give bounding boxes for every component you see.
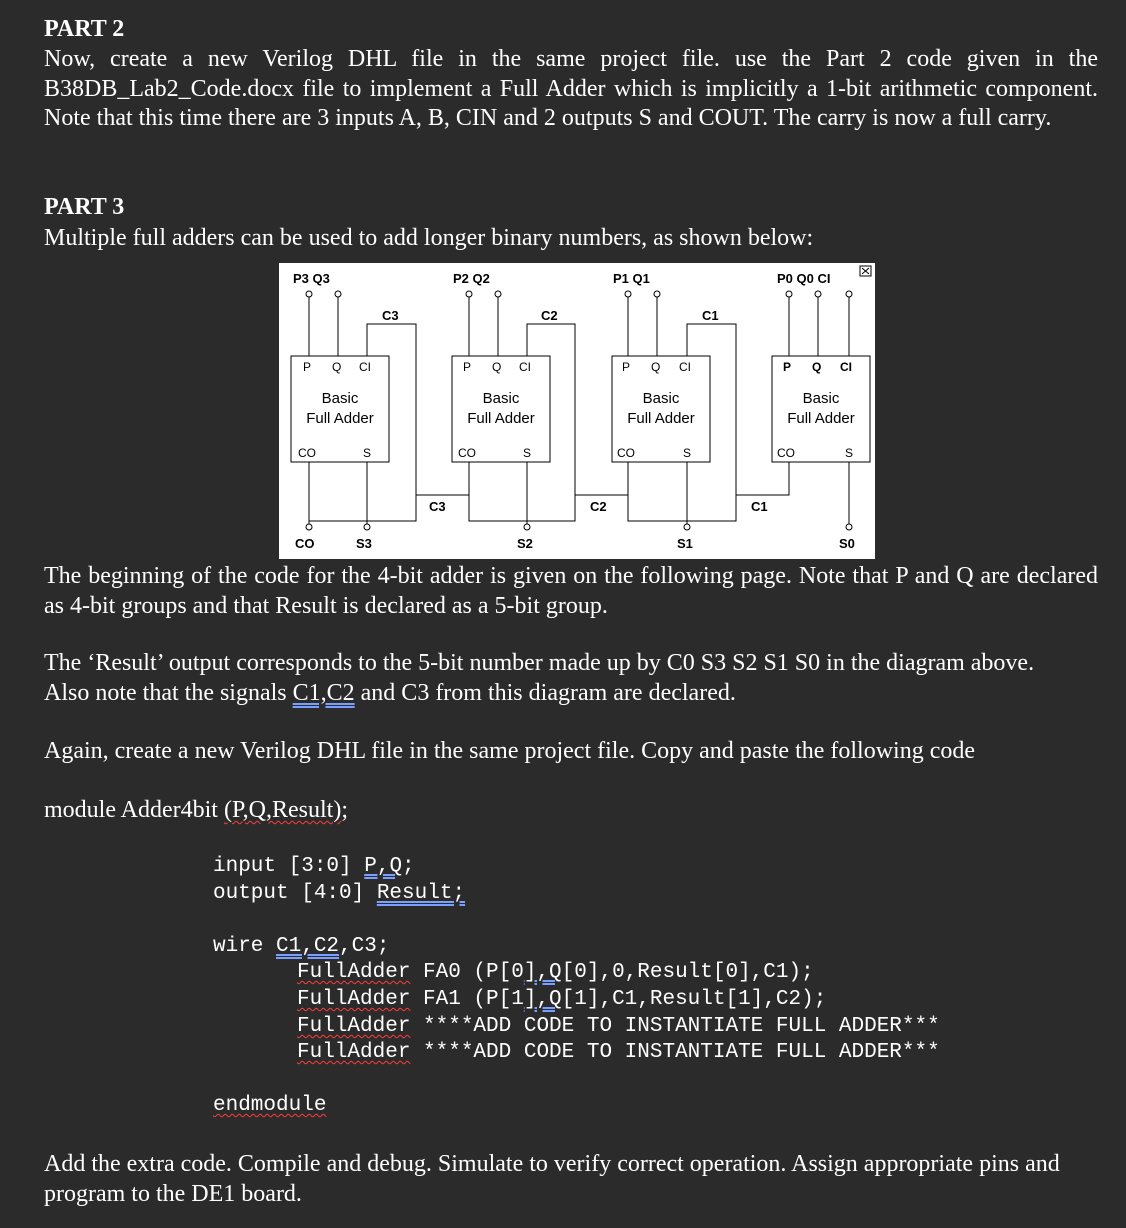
carry-label-c3-top: C3 (382, 308, 399, 323)
svg-text:Full Adder: Full Adder (627, 410, 695, 427)
svg-text:Q: Q (651, 360, 661, 374)
svg-text:P: P (303, 360, 312, 374)
module-declaration: module Adder4bit (P,Q,Result); (44, 797, 348, 823)
output-s1: S1 (677, 536, 693, 551)
code-endmodule: endmodule (213, 1094, 327, 1117)
svg-text:Q: Q (492, 360, 502, 374)
code-wire-line: wire C1,C2,C3; (213, 935, 390, 958)
svg-text:Q: Q (812, 360, 822, 374)
output-co: CO (295, 536, 315, 551)
code-fa1-line: FullAdder FA1 (P[1],Q[1],C1,Result[1],C2); (297, 988, 827, 1011)
block-title-3a: Basic (321, 390, 359, 407)
code-fa0-line: FullAdder FA0 (P[0],Q[0],0,Result[0],C1); (297, 961, 814, 984)
svg-text:Basic: Basic (802, 390, 840, 407)
again-paragraph: Again, create a new Verilog DHL file in the same project file. Copy and paste the following code (44, 738, 976, 764)
code-todo-line-1: FullAdder ****ADD CODE TO INSTANTIATE FULL ADDER*** (297, 1015, 940, 1038)
carry-label-c3-bottom: C3 (429, 499, 446, 514)
svg-text:CO: CO (777, 446, 795, 460)
carry-label-c2-top: C2 (541, 308, 558, 323)
svg-text:Q: Q (332, 360, 342, 374)
code-todo-line-2: FullAdder ****ADD CODE TO INSTANTIATE FULL ADDER*** (297, 1041, 940, 1064)
code-output-line: output [4:0] Result; (213, 882, 466, 905)
svg-text:S: S (683, 446, 692, 460)
final-paragraph: Add the extra code. Compile and debug. Simulate to verify correct operation. Assign appropriate pins and program to the DE1 board. (44, 1151, 1060, 1207)
inputs-label-1: P1 Q1 (613, 271, 650, 286)
svg-text:P: P (783, 360, 792, 374)
svg-text:Full Adder: Full Adder (467, 410, 535, 427)
svg-text:CI: CI (679, 360, 691, 374)
svg-text:Full Adder: Full Adder (787, 410, 855, 427)
full-adder-diagram (279, 263, 875, 559)
svg-text:S: S (363, 446, 372, 460)
result-line-1: The ‘Result’ output corresponds to the 5-bit number made up by C0 S3 S2 S1 S0 in the diagram above. (44, 650, 1035, 676)
svg-text:P: P (463, 360, 472, 374)
svg-text:CI: CI (359, 360, 371, 374)
svg-text:CI: CI (519, 360, 531, 374)
inputs-label-0: P0 Q0 CI (777, 271, 831, 286)
inputs-label-2: P2 Q2 (453, 271, 490, 286)
block-title-3b: Full Adder (306, 410, 374, 427)
output-s2: S2 (517, 536, 533, 551)
svg-text:S: S (523, 446, 532, 460)
code-input-line: input [3:0] P,Q; (213, 855, 415, 878)
svg-text:Basic: Basic (642, 390, 680, 407)
svg-text:P: P (622, 360, 631, 374)
svg-text:CO: CO (298, 446, 316, 460)
result-line-2: Also note that the signals C1,C2 and C3 from this diagram are declared. (44, 679, 736, 706)
svg-text:CO: CO (458, 446, 476, 460)
beginning-paragraph: The beginning of the code for the 4-bit adder is given on the following page. Note that P and Q are declared as 4-bit groups and that Result is declared as a 5-bit group. (44, 563, 1098, 619)
part2-heading: PART 2 (44, 16, 125, 42)
output-s0: S0 (839, 536, 855, 551)
part3-heading: PART 3 (44, 194, 125, 220)
output-s3: S3 (356, 536, 372, 551)
svg-text:CO: CO (617, 446, 635, 460)
carry-label-c1-top: C1 (702, 308, 719, 323)
svg-text:S: S (845, 446, 854, 460)
inputs-label-3: P3 Q3 (293, 271, 330, 286)
result-paragraph (44, 649, 1098, 708)
part2-text: Now, create a new Verilog DHL file in the same project file. use the Part 2 code given in the B38DB_Lab2_Code.docx file to implement a Full Adder which is implicitly a 1-bit arithmetic component. Note that this time there are 3 inputs A, B, CIN and 2 outputs S and COUT. The carry is now a full carry. (44, 46, 1098, 131)
part3-intro: Multiple full adders can be used to add longer binary numbers, as shown below: (44, 225, 814, 251)
carry-label-c2-bottom: C2 (590, 499, 607, 514)
svg-text:CI: CI (840, 360, 852, 374)
svg-text:Basic: Basic (482, 390, 520, 407)
carry-label-c1-bottom: C1 (751, 499, 768, 514)
